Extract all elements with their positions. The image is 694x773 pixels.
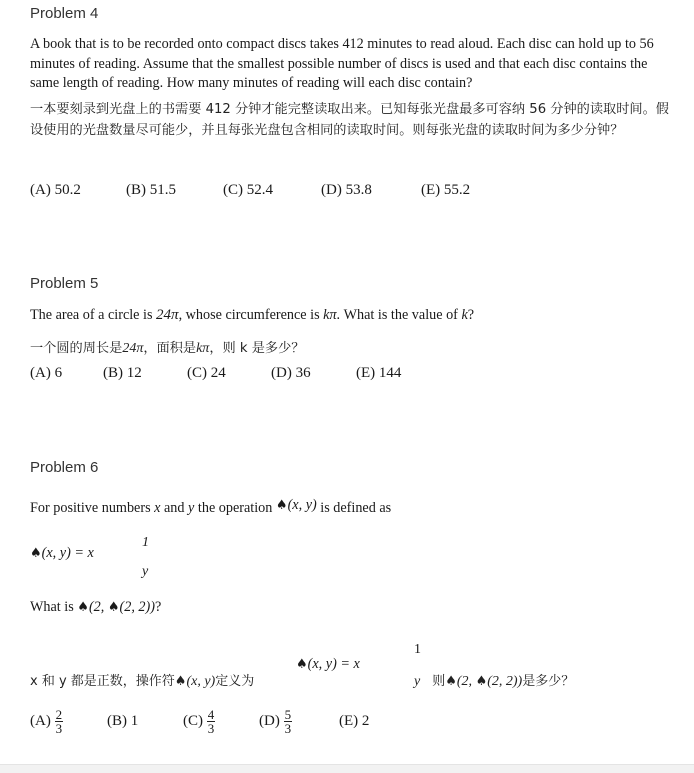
choice-a: (A) 50.2 — [30, 182, 81, 198]
text: is defined as — [316, 500, 392, 516]
choice-label: (A) — [30, 712, 51, 729]
text: the operation — [194, 500, 276, 516]
cn-definition-denominator: y — [414, 674, 421, 689]
choice-c: (C) 24 — [187, 365, 226, 381]
problem-4-title: Problem 4 — [30, 5, 99, 22]
expr: (2, 2)) — [487, 674, 523, 689]
fraction-numerator: 2 — [55, 707, 63, 722]
definition-numerator: 1 — [142, 535, 149, 550]
fraction-numerator: 5 — [284, 707, 292, 722]
fraction-denominator: 3 — [207, 721, 215, 736]
math-circumference: kπ — [323, 307, 337, 323]
text: ? — [154, 599, 162, 615]
text: 则 — [432, 674, 446, 689]
text: x 和 y 都是正数，操作符 — [30, 674, 175, 689]
choice-label: (C) — [183, 712, 203, 729]
problem-5-text-en — [30, 307, 474, 324]
text: The area of a circle is — [30, 307, 157, 323]
operation-definition — [30, 545, 94, 562]
choice-a: (A) 6 — [30, 365, 63, 381]
problem-5-choices — [30, 365, 401, 382]
expr: (2, — [456, 674, 476, 689]
choice-b: (B) 51.5 — [126, 182, 176, 198]
spade-icon: ♠ — [275, 498, 288, 513]
definition-lhs: (x, y) = x — [41, 545, 94, 561]
text: ，则 k 是多少？ — [209, 341, 305, 356]
choice-c: (C) 52.4 — [223, 182, 273, 198]
problem-6-title: Problem 6 — [30, 459, 99, 476]
problem-6-question-en — [30, 599, 161, 616]
expr: (2, — [88, 599, 108, 615]
spade-icon: ♠ — [107, 600, 120, 615]
var-y: y — [188, 500, 195, 516]
math-value: 24π — [122, 341, 144, 356]
problem-4-text-cn: 一本要刻录到光盘上的书需要 412 分钟才能完整读取出来。已知每张光盘最多可容纳 56 分钟的读取时间。假设使用的光盘数量尽可能少，并且每张光盘包含相同的读取时间。则每张光盘的读取时间为多少分钟？ — [30, 102, 669, 138]
text: 一个圆的周长是 — [30, 341, 123, 356]
spade-icon: ♠ — [30, 546, 42, 561]
choice-e: (E) 144 — [356, 365, 402, 381]
text: 是多少？ — [522, 674, 575, 689]
math-k: k — [461, 307, 468, 323]
fraction — [55, 708, 64, 735]
var-x: x — [154, 500, 161, 516]
choice-d: (D) 53.8 — [321, 182, 372, 198]
text: and — [160, 500, 189, 516]
op-args: (x, y) — [287, 497, 317, 513]
choice-label: (D) — [259, 712, 280, 729]
cn-definition — [296, 656, 360, 673]
text: ，面积是 — [143, 341, 197, 356]
spade-icon: ♠ — [475, 674, 488, 689]
choice-e: (E) 2 — [339, 712, 370, 729]
spade-icon: ♠ — [445, 674, 457, 689]
text: , whose circumference is — [178, 307, 324, 323]
problem-6-question-cn — [30, 670, 254, 690]
choice-b: (B) 1 — [107, 712, 139, 729]
text: . What is the value of — [336, 307, 462, 323]
math-area: 24π — [156, 307, 179, 323]
spade-icon: ♠ — [174, 674, 187, 689]
math-k: kπ — [196, 341, 210, 356]
cn-definition-numerator: 1 — [414, 642, 421, 657]
problem-6-choices — [30, 708, 369, 735]
text: 定义为 — [215, 674, 255, 689]
choice-d: (D) 36 — [271, 365, 311, 381]
expr: (2, 2)) — [119, 599, 155, 615]
spade-icon: ♠ — [296, 657, 308, 672]
problem-6-intro — [30, 497, 392, 517]
problem-4-text-en: A book that is to be recorded onto compact discs takes 412 minutes to read aloud. Each disc can hold up to 56 minutes of reading. Assume that the smallest possible number of discs is used and that each disc contains the same length of reading. How many minutes of reading will each disc contain? — [30, 36, 654, 91]
problem-5-title: Problem 5 — [30, 275, 99, 292]
fraction-denominator: 3 — [55, 721, 63, 736]
text: For positive numbers — [30, 500, 155, 516]
definition-denominator: y — [142, 564, 149, 579]
cn-definition-lhs: (x, y) = x — [307, 656, 360, 672]
text: ? — [467, 307, 475, 323]
problem-4-choices — [30, 182, 470, 199]
fraction-denominator: 3 — [284, 721, 292, 736]
op-args: (x, y) — [186, 674, 216, 689]
choice-c — [183, 708, 259, 735]
text: What is — [30, 599, 78, 615]
choice-d — [259, 708, 339, 735]
fraction — [284, 708, 293, 735]
choice-a — [30, 708, 107, 735]
spade-icon: ♠ — [77, 600, 89, 615]
problem-5-text-cn — [30, 337, 304, 357]
choice-e: (E) 55.2 — [421, 182, 471, 198]
choice-b: (B) 12 — [103, 365, 142, 381]
fraction — [207, 708, 216, 735]
fraction-numerator: 4 — [207, 707, 215, 722]
cn-question-tail — [414, 670, 574, 690]
